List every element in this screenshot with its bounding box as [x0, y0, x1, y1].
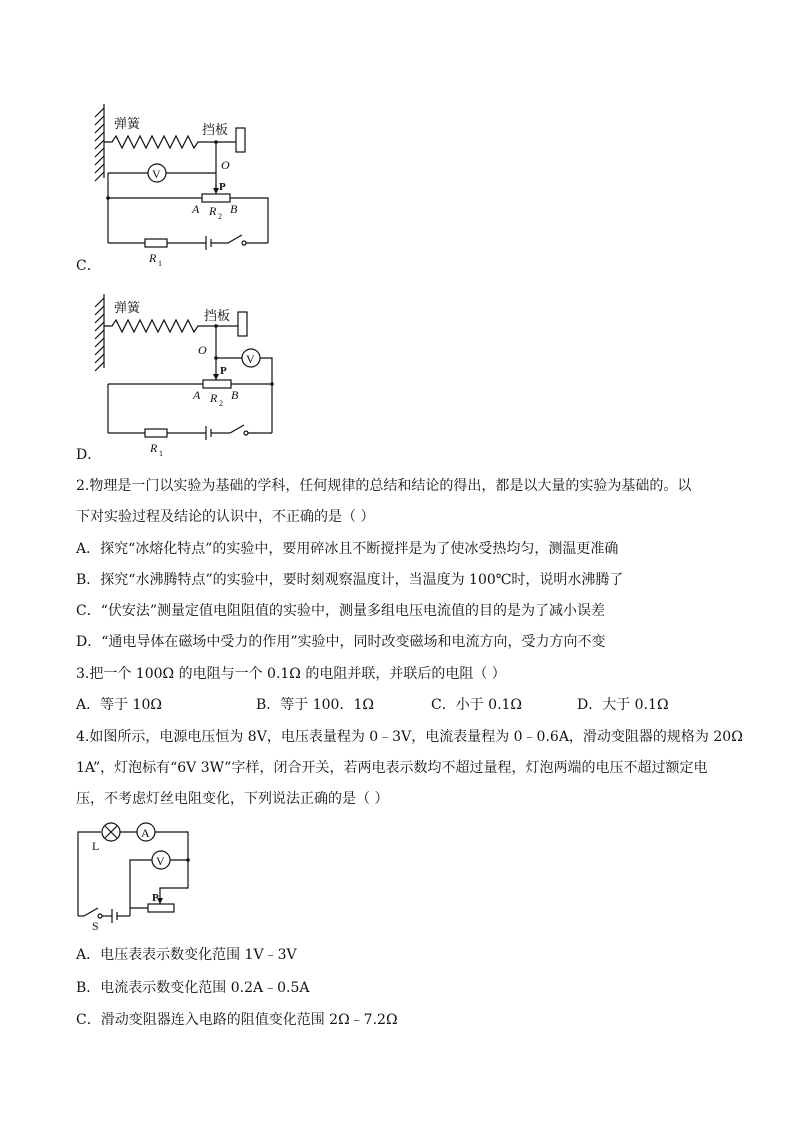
resistor-r1-label: R: [149, 251, 157, 265]
switch-s-label: S: [92, 919, 99, 933]
resistor-r1-subscript: 1: [158, 259, 162, 268]
circuit-diagram-q4: [70, 818, 200, 933]
point-b-label: B: [230, 202, 238, 216]
q2-stem-line1: 2.物理是一门以实验为基础的学科，任何规律的总结和结论的得出，都是以大量的实验为基础的。以: [76, 478, 692, 494]
q2-option-a: A．探究“冰熔化特点”的实验中，要用碎冰且不断搅拌是为了使冰受热均匀，测温更准确: [76, 541, 619, 557]
q3-option-d: D．大于 0.1Ω: [577, 697, 669, 713]
q4-option-a: A．电压表表示数变化范围 1V﹣3V: [76, 947, 297, 963]
point-o-label: O: [221, 158, 230, 172]
q3-option-a: A．等于 10Ω: [76, 697, 162, 713]
voltmeter-v-label: V: [246, 352, 255, 366]
baffle-label: 挡板: [204, 308, 231, 323]
q2-option-d: D．“通电导体在磁场中受力的作用”实验中，同时改变磁场和电流方向，受力方向不变: [76, 634, 606, 650]
q2-stem-line2: 下对实验过程及结论的认识中，不正确的是（ ）: [76, 509, 375, 525]
q3-option-c: C．小于 0.1Ω: [431, 697, 523, 713]
slider-p-label: P: [219, 181, 226, 193]
q4-stem-line2: 1A”，灯泡标有“6V 3W”字样，闭合开关，若两电表示数均不超过量程，灯泡两端的电压不超过额定电: [76, 760, 708, 776]
resistor-r2-subscript: 2: [218, 212, 222, 221]
baffle-label: 挡板: [202, 122, 229, 137]
spring-label: 弹簧: [114, 300, 141, 315]
lamp-l-label: L: [92, 839, 100, 853]
point-o-label: O: [198, 343, 207, 357]
voltmeter-v-label: V: [156, 854, 165, 868]
q2-option-b: B．探究“水沸腾特点”的实验中，要时刻观察温度计，当温度为 100℃时，说明水沸腾了: [76, 572, 624, 588]
resistor-r2-subscript: 2: [219, 399, 223, 408]
spring-label: 弹簧: [114, 116, 141, 131]
point-b-label: B: [231, 388, 239, 402]
q3-stem: 3.把一个 100Ω 的电阻与一个 0.1Ω 的电阻并联，并联后的电阻（ ）: [76, 666, 506, 682]
point-a-label: A: [193, 388, 201, 402]
q2-option-c: C．“伏安法”测量定值电阻阻值的实验中，测量多组电压电流值的目的是为了减小误差: [76, 603, 606, 619]
circuit-diagram-d: [90, 292, 290, 462]
q4-option-b: B．电流表示数变化范围 0.2A﹣0.5A: [76, 980, 310, 996]
resistor-r2-label: R: [210, 391, 218, 405]
q4-stem-line3: 压，不考虑灯丝电阻变化，下列说法正确的是（ ）: [76, 791, 389, 807]
q3-option-b: B．等于 100．1Ω: [256, 697, 374, 713]
resistor-r2-label: R: [209, 204, 217, 218]
q4-stem-line1: 4.如图所示，电源电压恒为 8V，电压表量程为 0﹣3V，电流表量程为 0﹣0.6A，滑动变阻器的规格为 20Ω: [76, 729, 743, 745]
point-a-label: A: [192, 202, 200, 216]
ammeter-a-label: A: [141, 826, 150, 840]
voltmeter-v-label: V: [152, 167, 161, 181]
q4-option-c: C．滑动变阻器连入电路的阻值变化范围 2Ω﹣7.2Ω: [76, 1012, 398, 1028]
option-c-label: C．: [76, 258, 101, 274]
slider-p-label: P: [152, 892, 159, 904]
option-d-label: D．: [76, 447, 102, 463]
circuit-diagram-c: [90, 100, 290, 270]
slider-p-label: P: [220, 365, 227, 377]
resistor-r1-subscript: 1: [159, 449, 163, 458]
resistor-r1-label: R: [150, 441, 158, 455]
